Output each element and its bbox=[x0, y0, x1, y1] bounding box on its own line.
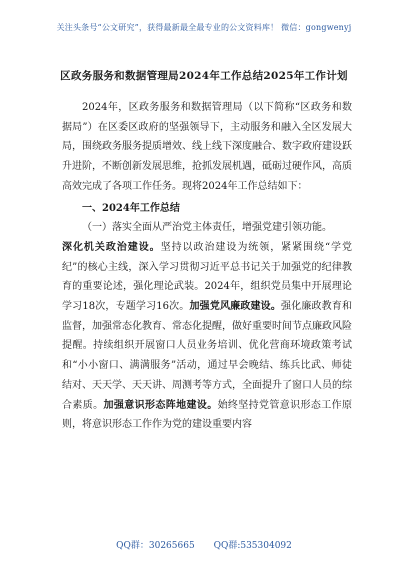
inline-heading: 深化机关政治建设。 bbox=[62, 241, 161, 253]
footer bbox=[0, 538, 408, 551]
inline-heading: 加强意识形态阵地建设。 bbox=[103, 399, 218, 411]
body-text: 始终坚持党管意识形态工作原则，将意识形态工作作为党的建设重要内容 bbox=[62, 399, 353, 431]
document-body bbox=[62, 98, 352, 435]
inline-heading: 加强党风廉政建设。 bbox=[189, 301, 281, 313]
intro-paragraph: 2024年，区政务服务和数据管理局（以下简称“区政务和数据局”）在区委区政府的坚强领导下，主动服务和融入全区发展大局，围绕政务服务提质增效、线上线下深度融合、数字政府建设跃升进阶，不断创新发展思维，抢抓发展机遇，砥砺过硬作风，高质高效完成了各项工作任务。现将2024年工作总结如下： bbox=[62, 102, 352, 192]
document-title: 区政务服务和数据管理局2024年工作总结2025年工作计划 bbox=[60, 70, 348, 82]
subsection-heading: （一）落实全面从严治党主体责任，增强党建引领功能。 bbox=[82, 222, 332, 234]
section-heading: 一、2024年工作总结 bbox=[82, 202, 180, 214]
body-paragraph bbox=[62, 238, 352, 435]
body-text: 强化廉政教育和监督，加强常态化教育、常态化提醒，做好重要时间节点廉政风险提醒。持续组织开展窗口人员业务培训、优化营商环境政策考试和“小小窗口、满满服务”活动，通过早会晚结、练兵比武、师徒结对、天天学、天天讲、周测考等方式，全面提升了窗口人员的综合素质。 bbox=[62, 301, 353, 411]
header-banner: 关注头条号“公文研究”，获得最新最全最专业的公文资料库！ 微信：gongwenyj bbox=[56, 23, 352, 32]
footer-qq-group-2: QQ群:535304092 bbox=[213, 541, 292, 551]
body-text: 坚持以政治建设为统领，紧紧围绕“学党纪”的核心主线，深入学习贯彻习近平总书记关于加强党的纪律教育的重要论述，强化理论武装。2024年，组织党员集中开展理论学习18次，专题学习16次。 bbox=[62, 241, 353, 313]
footer-qq-group-1: QQ群：30265665 bbox=[116, 541, 195, 551]
